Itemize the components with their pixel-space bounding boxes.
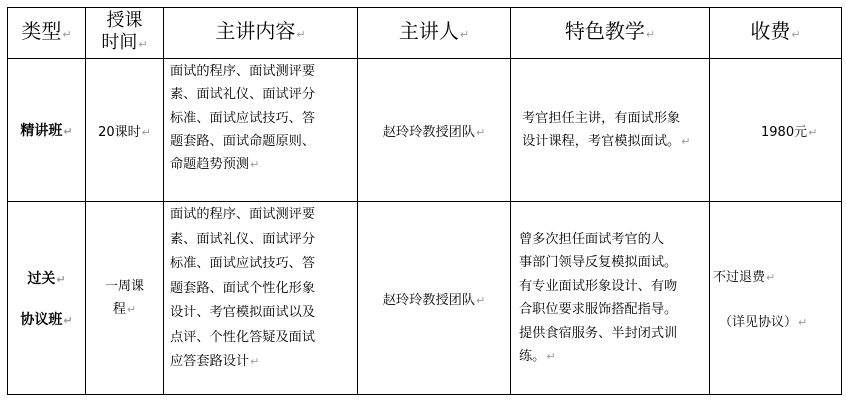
course-hours: 一周课 程↵ <box>86 202 164 395</box>
course-row-intensive <box>8 59 842 202</box>
content-line: 设计、考官模拟面试以及 <box>170 305 316 320</box>
content-line: 素、面试礼仪、面试评分 <box>170 231 316 247</box>
course-type: 过关↵ 协议班↵ <box>8 202 86 395</box>
content-line: 面试的程序、面试测评要 <box>170 64 316 79</box>
course-row-guarantee <box>8 202 842 395</box>
content-line: 标准、面试应试技巧、答 <box>170 256 316 271</box>
header-fee: 收费↵ <box>710 8 842 59</box>
course-type: 精讲班↵ <box>8 59 86 202</box>
course-fee: 1980元↵ <box>710 59 842 202</box>
feature-line: 设计课程，考官模拟面试。↵ <box>522 134 691 149</box>
feature-line: 合职位要求服饰搭配指导。 <box>519 302 678 317</box>
course-teacher: 赵玲玲教授团队↵ <box>358 59 511 202</box>
content-line: 面试的程序、面试测评要 <box>170 207 316 222</box>
feature-line: 曾多次担任面试考官的人 <box>519 231 665 247</box>
feature-line: 考官担任主讲，有面试形象 <box>522 110 681 126</box>
header-feature: 特色教学↵ <box>511 8 710 59</box>
header-row <box>8 8 842 59</box>
content-line: 题套路、面试命题原则、 <box>170 133 316 149</box>
header-teacher: 主讲人↵ <box>358 8 511 59</box>
header-type: 类型↵ <box>8 8 86 59</box>
content-line: 命题趋势预测↵ <box>170 157 260 173</box>
course-hours: 20课时↵ <box>86 59 164 202</box>
header-content: 主讲内容↵ <box>164 8 358 59</box>
course-teacher: 赵玲玲教授团队↵ <box>358 202 511 395</box>
content-line: 应答套路设计↵ <box>170 354 260 369</box>
course-feature <box>511 202 710 395</box>
content-line: 题套路、面试个性化形象 <box>170 280 316 296</box>
course-feature <box>511 59 710 202</box>
feature-line: 提供食宿服务、半封闭式训 <box>519 325 678 341</box>
content-line: 标准、面试应试技巧、答 <box>170 110 316 126</box>
course-fee: 不过退费↵ （详见协议）↵ <box>710 202 842 395</box>
content-line: 点评、个性化答疑及面试 <box>170 329 316 345</box>
feature-line: 有专业面试形象设计、有吻 <box>519 278 678 294</box>
feature-line: 事部门领导反复模拟面试。 <box>519 255 678 270</box>
header-time: 授课 时间↵ <box>86 8 164 59</box>
course-table <box>7 7 842 395</box>
course-content <box>164 59 358 202</box>
course-content <box>164 202 358 395</box>
content-line: 素、面试礼仪、面试评分 <box>170 87 316 103</box>
feature-line: 练。↵ <box>519 349 556 364</box>
